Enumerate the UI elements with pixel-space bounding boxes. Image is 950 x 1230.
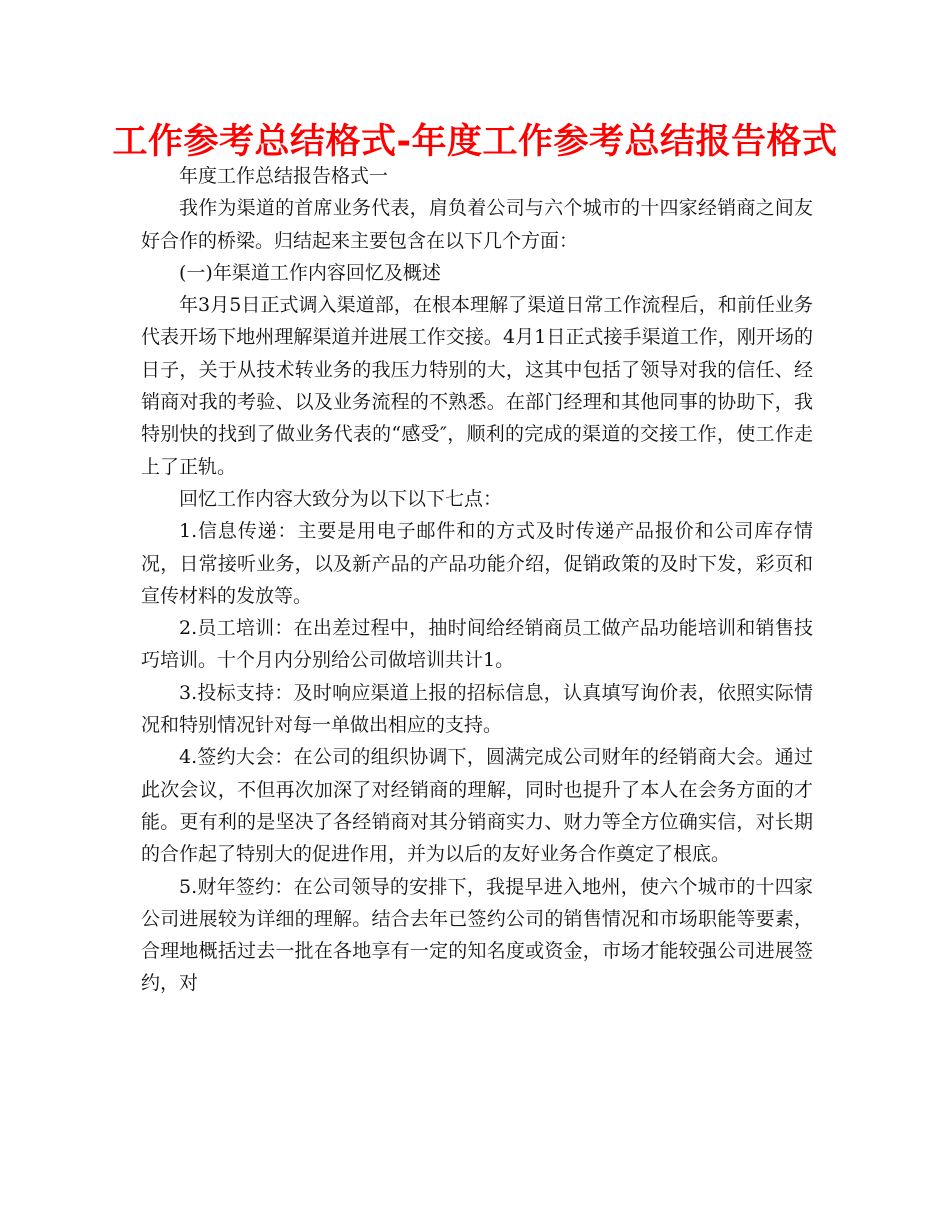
paragraph-point-1: 1.信息传递：主要是用电子邮件和的方式及时传递产品报价和公司库存情况，日常接听业务，以及新产品的产品功能介绍，促销政策的及时下发，彩页和宣传材料的发放等。 <box>141 520 813 607</box>
paragraph-intro: 我作为渠道的首席业务代表，肩负着公司与六个城市的十四家经销商之间友好合作的桥梁。归结起来主要包含在以下几个方面： <box>141 197 813 252</box>
paragraph-point-4: 4.签约大会：在公司的组织协调下，圆满完成公司财年的经销商大会。通过此次会议，不但再次加深了对经销商的理解，同时也提升了本人在会务方面的才能。更有利的是坚决了各经销商对其分销商实力、财力等全方位确实信，对长期的合作起了特别大的促进作用，并为以后的友好业务合作奠定了根底。 <box>141 746 813 866</box>
paragraph-point-2: 2.员工培训：在出差过程中，抽时间给经销商员工做产品功能培训和销售技巧培训。十个月内分别给公司做培训共计1。 <box>141 617 813 672</box>
paragraph-report-format-heading: 年度工作总结报告格式一 <box>179 165 389 187</box>
paragraph-seven-points: 回忆工作内容大致分为以下以下七点： <box>179 487 503 510</box>
paragraph-point-3: 3.投标支持：及时响应渠道上报的招标信息，认真填写询价表，依照实际情况和特别情况针对每一单做出相应的支持。 <box>141 681 813 737</box>
paragraph-point-5: 5.财年签约：在公司领导的安排下，我提早进入地州，使六个城市的十四家公司进展较为详细的理解。结合去年已签约公司的销售情况和市场职能等要素，合理地概括过去一批在各地享有一定的知名度或资金，市场才能较强公司进展签约，对 <box>141 875 813 995</box>
document-title: 工作参考总结格式-年度工作参考总结报告格式 <box>112 122 838 162</box>
paragraph-review: 年3月5日正式调入渠道部，在根本理解了渠道日常工作流程后，和前任业务代表开场下地州理解渠道并进展工作交接。4月1日正式接手渠道工作，刚开场的日子，关于从技术转业务的我压力特别的大，这其中包括了领导对我的信任、经销商对我的考验、以及业务流程的不熟悉。在部门经理和其他同事的协助下，我特别快的找到了做业务代表的“感受″，顺利的完成的渠道的交接工作，使工作走上了正轨。 <box>141 294 813 478</box>
document-body <box>141 160 813 1000</box>
paragraph-section-heading: (一)年渠道工作内容回忆及概述 <box>179 261 441 284</box>
